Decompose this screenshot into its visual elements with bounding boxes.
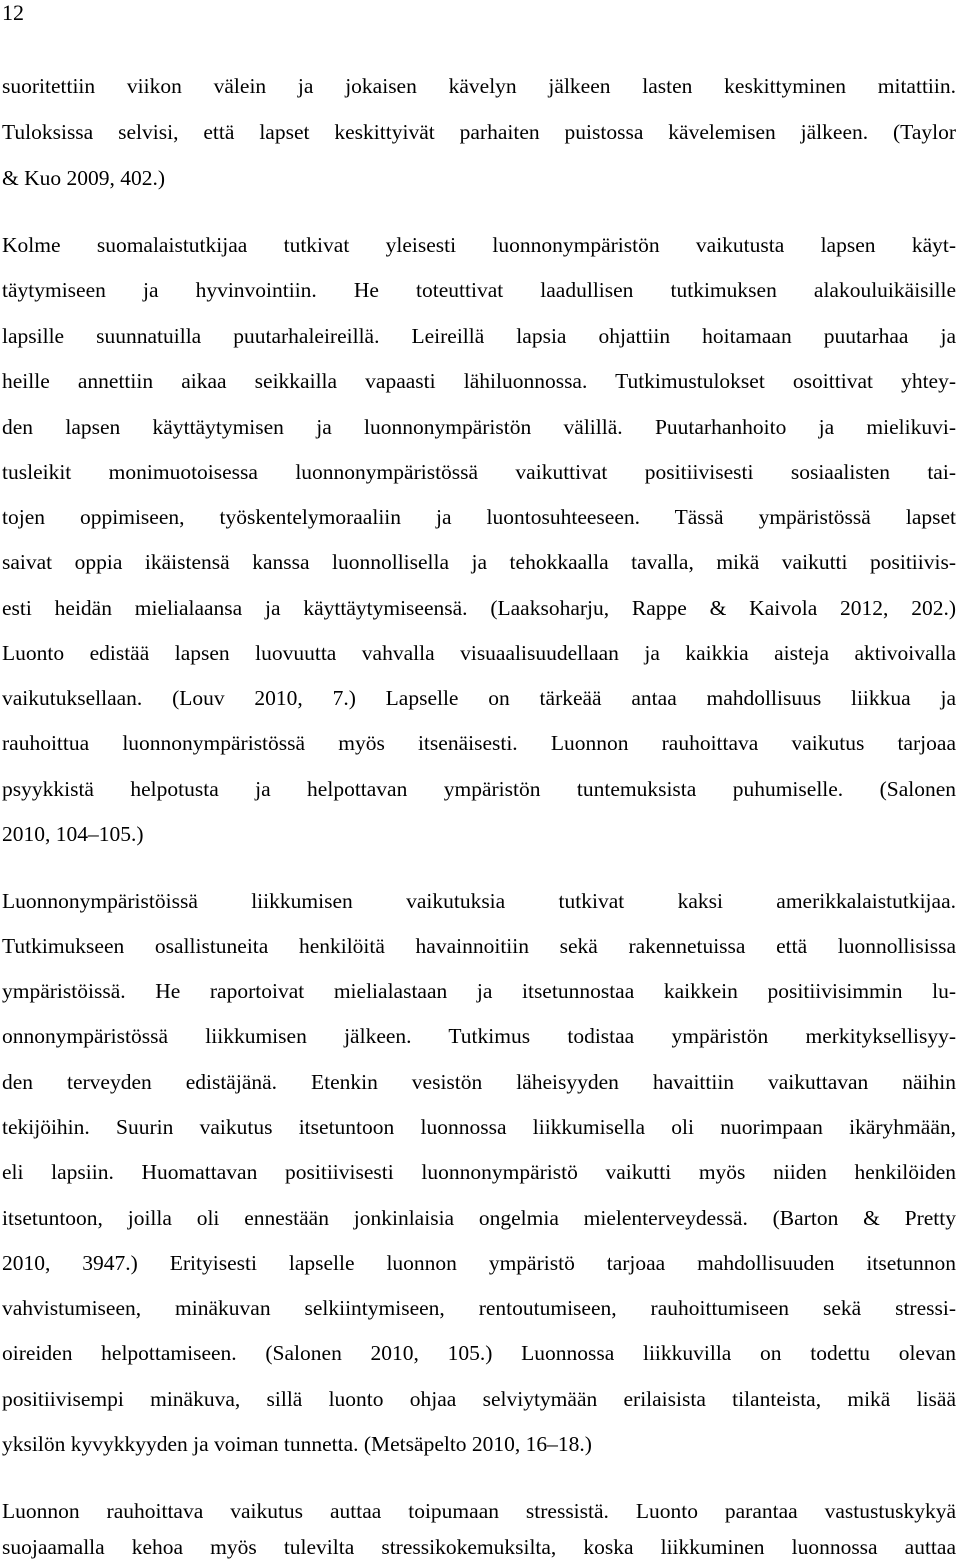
- text-line: oireiden helpottamiseen. (Salonen 2010, 105.) Luonnossa liikkuvilla on todettu olevan: [2, 1341, 956, 1365]
- text-line: vahvistumiseen, minäkuvan selkiintymiseen, rentoutumiseen, rauhoittumiseen sekä stressi-: [2, 1296, 956, 1320]
- text-line: täytymiseen ja hyvinvointiin. He toteuttivat laadullisen tutkimuksen alakouluikäisille: [2, 278, 956, 302]
- text-line: Kolme suomalaistutkijaa tutkivat yleisesti luonnonympäristön vaikutusta lapsen käyt-: [2, 233, 956, 257]
- text-line: Luonto edistää lapsen luovuutta vahvalla visuaalisuudellaan ja kaikkia aisteja aktivoivalla: [2, 641, 956, 665]
- text-line: lapsille suunnatuilla puutarhaleireillä. Leireillä lapsia ohjattiin hoitamaan puutarhaa ja: [2, 324, 956, 348]
- text-line: ympäristöissä. He raportoivat mielialastaan ja itsetunnostaa kaikkein positiivisimmin lu-: [2, 979, 956, 1003]
- text-line: onnonympäristössä liikkumisen jälkeen. Tutkimus todistaa ympäristön merkityksellisyy-: [2, 1024, 956, 1048]
- text-line: positiivisempi minäkuva, sillä luonto ohjaa selviytymään erilaisista tilanteista, mikä lisää: [2, 1387, 956, 1411]
- text-line: den lapsen käyttäytymisen ja luonnonympäristön välillä. Puutarhanhoito ja mielikuvi-: [2, 415, 956, 439]
- text-line: tekijöihin. Suurin vaikutus itsetuntoon luonnossa liikkumisella oli nuorimpaan ikäryhmään,: [2, 1115, 956, 1139]
- text-line: Luonnon rauhoittava vaikutus auttaa toipumaan stressistä. Luonto parantaa vastustuskykyä: [2, 1499, 956, 1523]
- page-number: 12: [2, 0, 24, 25]
- text-line: vaikutuksellaan. (Louv 2010, 7.) Lapselle on tärkeää antaa mahdollisuus liikkua ja: [2, 686, 956, 710]
- text-line: den terveyden edistäjänä. Etenkin vesistön läheisyyden havaittiin vaikuttavan näihin: [2, 1070, 956, 1094]
- text-line: yksilön kyvykkyyden ja voiman tunnetta. (Metsäpelto 2010, 16–18.): [2, 1432, 592, 1456]
- text-line: Tutkimukseen osallistuneita henkilöitä havainnoitiin sekä rakennetuissa että luonnollisissa: [2, 934, 956, 958]
- text-line: itsetuntoon, joilla oli ennestään jonkinlaisia ongelmia mielenterveydessä. (Barton & Pretty: [2, 1206, 956, 1230]
- text-line: Tuloksissa selvisi, että lapset keskittyivät parhaiten puistossa kävelemisen jälkeen. (Taylor: [2, 120, 956, 144]
- text-line: psyykkistä helpotusta ja helpottavan ympäristön tuntemuksista puhumiselle. (Salonen: [2, 777, 956, 801]
- text-line: & Kuo 2009, 402.): [2, 166, 166, 190]
- text-line: suoritettiin viikon välein ja jokaisen kävelyn jälkeen lasten keskittyminen mitattiin.: [2, 74, 956, 98]
- text-line: rauhoittua luonnonympäristössä myös itsenäisesti. Luonnon rauhoittava vaikutus tarjoaa: [2, 731, 956, 755]
- text-line: eli lapsiin. Huomattavan positiivisesti luonnonympäristö vaikutti myös niiden henkilöiden: [2, 1160, 956, 1184]
- text-line: 2010, 104–105.): [2, 822, 144, 846]
- text-line: Luonnonympäristöissä liikkumisen vaikutuksia tutkivat kaksi amerikkalaistutkijaa.: [2, 889, 956, 913]
- text-line: esti heidän mielialaansa ja käyttäytymiseensä. (Laaksoharju, Rappe & Kaivola 2012, 202.): [2, 596, 956, 620]
- text-line: suojaamalla kehoa myös tulevilta stressikokemuksilta, koska liikkuminen luonnossa auttaa: [2, 1535, 956, 1559]
- text-line: saivat oppia ikäistensä kanssa luonnollisella ja tehokkaalla tavalla, mikä vaikutti positiivis-: [2, 550, 956, 574]
- text-line: tusleikit monimuotoisessa luonnonympäristössä vaikuttivat positiivisesti sosiaalisten tai-: [2, 460, 956, 484]
- text-line: 2010, 3947.) Erityisesti lapselle luonnon ympäristö tarjoaa mahdollisuuden itsetunnon: [2, 1251, 956, 1275]
- text-line: heille annettiin aikaa seikkailla vapaasti lähiluonnossa. Tutkimustulokset osoittivat yhtey-: [2, 369, 956, 393]
- text-line: tojen oppimiseen, työskentelymoraaliin ja luontosuhteeseen. Tässä ympäristössä lapset: [2, 505, 956, 529]
